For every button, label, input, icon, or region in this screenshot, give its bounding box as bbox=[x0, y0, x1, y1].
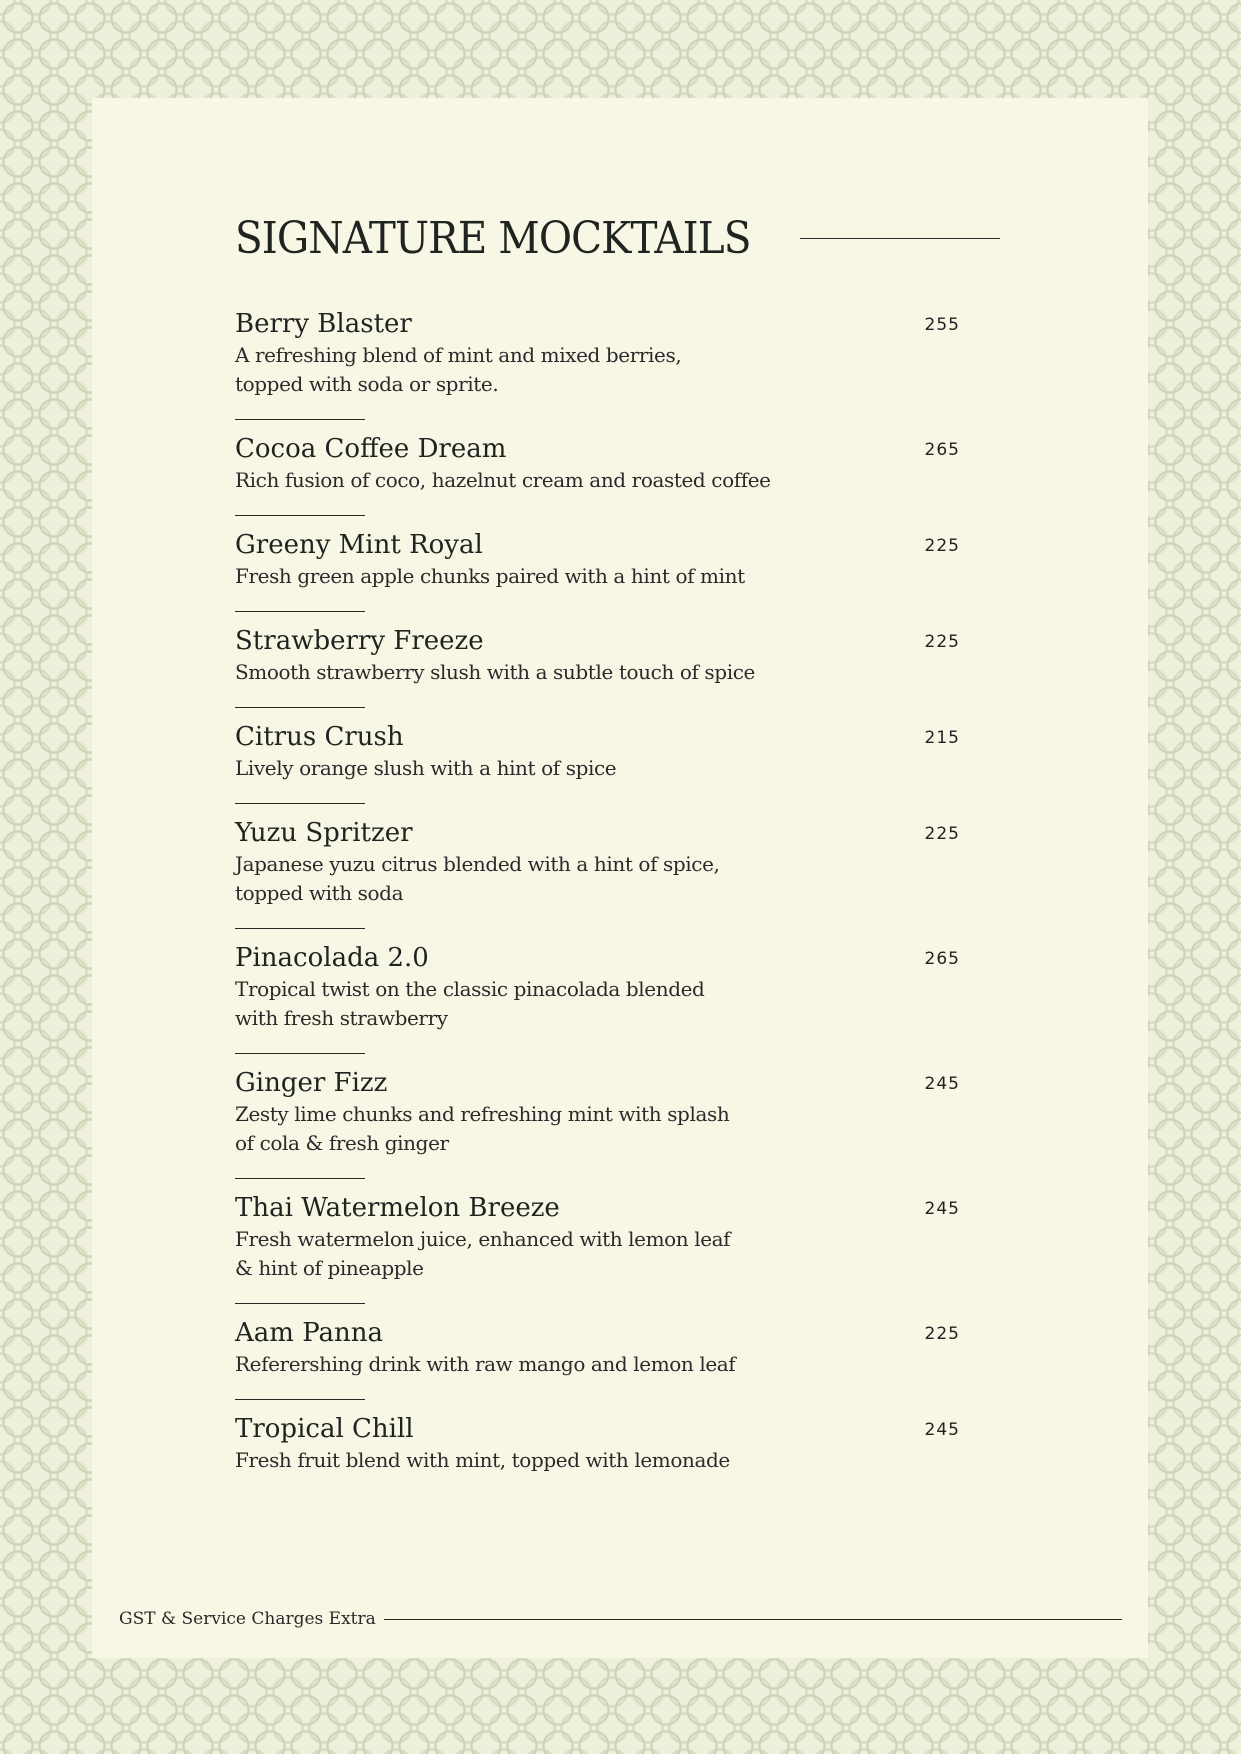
item-divider bbox=[235, 707, 365, 708]
title-row bbox=[235, 208, 1000, 268]
item-price: 245 bbox=[924, 1074, 960, 1094]
item-description: Fresh green apple chunks paired with a hint of mint bbox=[235, 564, 745, 588]
title-divider bbox=[800, 238, 1000, 239]
item-description: Tropical twist on the classic pinacolada blended with fresh strawberry bbox=[235, 977, 705, 1030]
item-description: Lively orange slush with a hint of spice bbox=[235, 756, 617, 780]
menu-item bbox=[235, 1193, 965, 1304]
menu-title: SIGNATURE MOCKTAILS bbox=[235, 212, 751, 264]
item-description: Zesty lime chunks and refreshing mint with splash of cola & fresh ginger bbox=[235, 1102, 730, 1155]
item-description: Smooth strawberry slush with a subtle touch of spice bbox=[235, 660, 755, 684]
item-divider bbox=[235, 1399, 365, 1400]
item-name: Greeny Mint Royal bbox=[235, 530, 483, 560]
item-divider bbox=[235, 928, 365, 929]
item-description: Fresh watermelon juice, enhanced with lemon leaf & hint of pineapple bbox=[235, 1227, 731, 1280]
item-divider bbox=[235, 1178, 365, 1179]
menu-item bbox=[235, 1068, 965, 1179]
menu-item bbox=[235, 943, 965, 1054]
item-name: Ginger Fizz bbox=[235, 1068, 388, 1098]
footer bbox=[119, 1606, 1122, 1632]
item-description: Rich fusion of coco, hazelnut cream and roasted coffee bbox=[235, 468, 771, 492]
item-price: 225 bbox=[924, 536, 960, 556]
item-name: Berry Blaster bbox=[235, 309, 412, 339]
item-description: A refreshing blend of mint and mixed berries, topped with soda or sprite. bbox=[235, 343, 682, 396]
item-price: 245 bbox=[924, 1199, 960, 1219]
item-divider bbox=[235, 1303, 365, 1304]
menu-item bbox=[235, 309, 965, 420]
item-price: 215 bbox=[924, 728, 960, 748]
item-price: 245 bbox=[924, 1420, 960, 1440]
item-description: Referershing drink with raw mango and lemon leaf bbox=[235, 1352, 736, 1376]
menu-item bbox=[235, 626, 965, 708]
item-divider bbox=[235, 515, 365, 516]
menu-item bbox=[235, 530, 965, 612]
item-divider bbox=[235, 1053, 365, 1054]
footer-divider bbox=[384, 1619, 1122, 1620]
item-price: 225 bbox=[924, 632, 960, 652]
item-divider bbox=[235, 611, 365, 612]
item-divider bbox=[235, 419, 365, 420]
item-name: Citrus Crush bbox=[235, 722, 404, 752]
menu-item bbox=[235, 1414, 965, 1475]
footer-note: GST & Service Charges Extra bbox=[119, 1609, 376, 1629]
item-price: 265 bbox=[924, 949, 960, 969]
menu-item bbox=[235, 434, 965, 516]
item-name: Yuzu Spritzer bbox=[235, 818, 413, 848]
menu-item bbox=[235, 722, 965, 804]
menu-item bbox=[235, 818, 965, 929]
item-name: Cocoa Coffee Dream bbox=[235, 434, 507, 464]
item-name: Thai Watermelon Breeze bbox=[235, 1193, 560, 1223]
item-description: Japanese yuzu citrus blended with a hint of spice, topped with soda bbox=[235, 852, 720, 905]
item-price: 265 bbox=[924, 440, 960, 460]
menu-list bbox=[235, 309, 965, 1475]
item-name: Strawberry Freeze bbox=[235, 626, 484, 656]
item-price: 225 bbox=[924, 824, 960, 844]
item-price: 225 bbox=[924, 1324, 960, 1344]
menu-item bbox=[235, 1318, 965, 1400]
item-name: Tropical Chill bbox=[235, 1414, 414, 1444]
item-description: Fresh fruit blend with mint, topped with lemonade bbox=[235, 1448, 730, 1472]
item-price: 255 bbox=[924, 315, 960, 335]
item-name: Aam Panna bbox=[235, 1318, 384, 1348]
item-divider bbox=[235, 803, 365, 804]
item-name: Pinacolada 2.0 bbox=[235, 943, 429, 973]
